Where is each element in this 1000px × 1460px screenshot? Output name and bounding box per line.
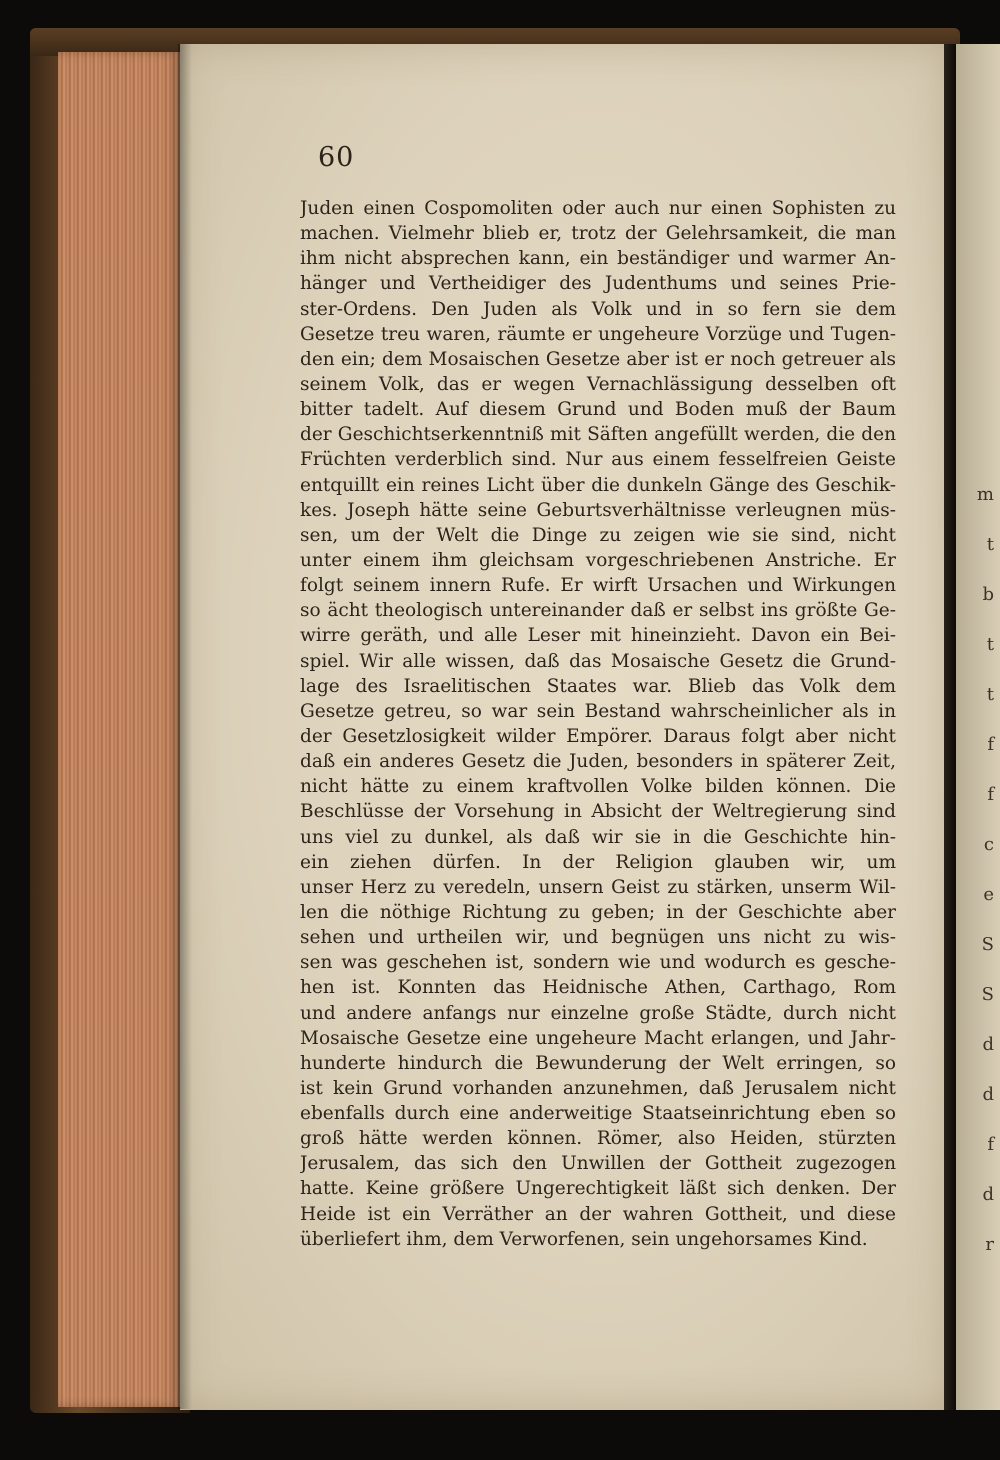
page-text-block <box>300 196 896 1252</box>
text-line: so ächt theologisch untereinander daß er selbst ins größte Ge- <box>300 600 896 622</box>
text-line: lage des Israelitischen Staates war. Blieb das Volk dem <box>300 675 896 697</box>
text-line: nicht hätte zu einem kraftvollen Volke bilden können. Die <box>300 776 896 798</box>
facing-page-fragment: r <box>985 1234 994 1255</box>
facing-page-fragment: t <box>986 634 994 655</box>
text-line: hunderte hindurch die Bewunderung der Welt erringen, so <box>300 1052 896 1074</box>
facing-page-fragment: b <box>982 584 994 605</box>
page-fore-edge <box>58 52 180 1407</box>
text-line: wirre geräth, und alle Leser mit hineinzieht. Davon ein Bei- <box>300 625 896 647</box>
facing-page-fragment: d <box>982 1084 994 1105</box>
text-line: unter einem ihm gleichsam vorgeschriebenen Anstriche. Er <box>300 549 896 571</box>
text-line: hatte. Keine größere Ungerechtigkeit läßt sich denken. Der <box>300 1178 896 1200</box>
text-line: ebenfalls durch eine anderweitige Staatseinrichtung eben so <box>300 1103 896 1125</box>
text-line: ster-Ordens. Den Juden als Volk und in so fern sie dem <box>300 298 896 320</box>
text-line: seinem Volk, das er wegen Vernachlässigung desselben oft <box>300 373 896 395</box>
text-line: spiel. Wir alle wissen, daß das Mosaische Gesetz die Grund- <box>300 650 896 672</box>
text-line: sen was geschehen ist, sondern wie und wodurch es gesche- <box>300 952 896 974</box>
text-line: ihm nicht absprechen kann, ein beständiger und warmer An- <box>300 248 896 270</box>
text-line: Gesetze treu waren, räumte er ungeheure Vorzüge und Tugen- <box>300 323 896 345</box>
text-line: sehen und urtheilen wir, und begnügen uns nicht zu wis- <box>300 927 896 949</box>
facing-page-fragment: S <box>981 984 994 1005</box>
text-line: Jerusalem, das sich den Unwillen der Gottheit zugezogen <box>300 1153 896 1175</box>
text-line: machen. Vielmehr blieb er, trotz der Gelehrsamkeit, die man <box>300 223 896 245</box>
facing-page-fragment: S <box>981 934 994 955</box>
text-line: folgt seinem innern Rufe. Er wirft Ursachen und Wirkungen <box>300 575 896 597</box>
text-line: überliefert ihm, dem Verworfenen, sein ungehorsames Kind. <box>300 1228 868 1250</box>
facing-page-fragment: f <box>987 784 994 805</box>
facing-page-fragment: e <box>983 884 994 905</box>
text-line: kes. Joseph hätte seine Geburtsverhältnisse verleugnen müs- <box>300 499 896 521</box>
book-gutter <box>944 44 956 1410</box>
text-line: ein ziehen dürfen. In der Religion glauben wir, um <box>300 851 896 873</box>
text-line: bitter tadelt. Auf diesem Grund und Boden muß der Baum <box>300 399 896 421</box>
text-line: daß ein anderes Gesetz die Juden, besonders in späterer Zeit, <box>300 751 896 773</box>
facing-page-fragment: m <box>976 484 994 505</box>
text-line: sen, um der Welt die Dinge zu zeigen wie sie sind, nicht <box>300 524 896 546</box>
page-number: 60 <box>318 142 355 173</box>
text-line: groß hätte werden können. Römer, also Heiden, stürzten <box>300 1128 896 1150</box>
text-line: und andere anfangs nur einzelne große Städte, durch nicht <box>300 1002 896 1024</box>
text-line: den ein; dem Mosaischen Gesetze aber ist er noch getreuer als <box>300 348 896 370</box>
text-line: Juden einen Cospomoliten oder auch nur einen Sophisten zu <box>300 198 896 219</box>
facing-page-fragment: t <box>986 684 994 705</box>
facing-page-fragment: f <box>987 734 994 755</box>
text-line: Gesetze getreu, so war sein Bestand wahrscheinlicher als in <box>300 700 896 722</box>
text-line: hen ist. Konnten das Heidnische Athen, Carthago, Rom <box>300 977 896 999</box>
facing-page-fragment: d <box>982 1034 994 1055</box>
text-line: Früchten verderblich sind. Nur aus einem fesselfreien Geiste <box>300 449 896 471</box>
text-line: ist kein Grund vorhanden anzunehmen, daß Jerusalem nicht <box>300 1077 896 1099</box>
page-binding-shadow <box>178 44 192 1409</box>
facing-page-fragment: d <box>982 1184 994 1205</box>
text-line: len die nöthige Richtung zu geben; in der Geschichte aber <box>300 901 896 923</box>
facing-page-edge <box>956 44 1000 1410</box>
text-line: hänger und Vertheidiger des Judenthums und seines Prie- <box>300 273 896 295</box>
text-line: der Gesetzlosigkeit wilder Empörer. Daraus folgt aber nicht <box>300 725 896 747</box>
text-line: Beschlüsse der Vorsehung in Absicht der Weltregierung sind <box>300 801 896 823</box>
facing-page-fragment: c <box>983 834 994 855</box>
text-line: entquillt ein reines Licht über die dunkeln Gänge des Geschik- <box>300 474 896 496</box>
text-line: Heide ist ein Verräther an der wahren Gottheit, und diese <box>300 1203 896 1225</box>
text-line: unser Herz zu veredeln, unsern Geist zu stärken, unserm Wil- <box>300 876 896 898</box>
facing-page-fragment: f <box>987 1134 994 1155</box>
text-line: Mosaische Gesetze eine ungeheure Macht erlangen, und Jahr- <box>300 1027 896 1049</box>
facing-page-fragment: t <box>986 534 994 555</box>
text-line: der Geschichtserkenntniß mit Säften angefüllt werden, die den <box>300 424 896 446</box>
text-line: uns viel zu dunkel, als daß wir sie in die Geschichte hin- <box>300 826 896 848</box>
